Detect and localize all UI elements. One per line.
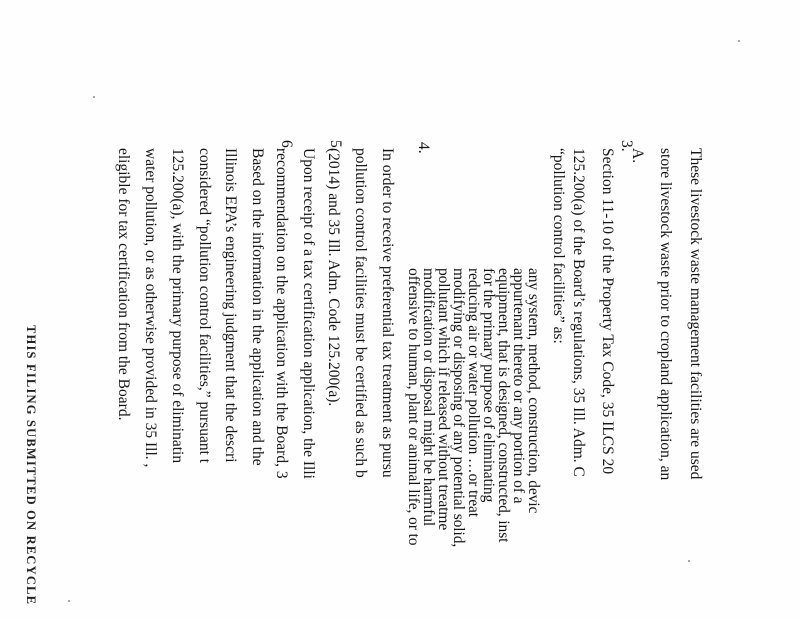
item-6-line-6: eligible for tax certification from the Board. — [115, 148, 132, 421]
intro-line-2: store livestock waste prior to cropland application, an — [657, 148, 674, 481]
item-4-line-3: (2014) and 35 Ill. Adm. Code 125.200(a). — [325, 148, 342, 407]
scan-speck — [69, 600, 71, 602]
quote-line-3: equipment, that is designed, constructed, inst — [495, 268, 512, 543]
item-3-line-2: 125.200(a) of the Board’s regulations, 35 Ill. Adm. C — [570, 148, 587, 477]
item-4-line-1: In order to receive preferential tax treatment as pursu — [379, 148, 396, 478]
intro-line-1: These livestock waste management facilities are used — [687, 148, 704, 480]
quote-line-1: any system, method, construction, devic — [525, 268, 542, 514]
filing-footer-stamp: THIS FILING SUBMITTED ON RECYCLE — [24, 325, 38, 606]
item-4-number: 4. — [415, 142, 432, 154]
quote-line-6: modifying or disposing of any potential solid, — [450, 268, 467, 548]
item-3-line-3: “pollution control facilities” as: — [550, 148, 567, 344]
quote-line-2: appurtenant thereto or any portion of a — [510, 268, 527, 504]
quote-line-7: pollutant which if released without treatme — [435, 268, 452, 531]
quote-line-5: reducing air or water pollution …or treat — [465, 268, 482, 517]
scan-speck — [689, 560, 691, 562]
section-a-heading: A. — [629, 148, 646, 164]
item-3-number: 3. — [618, 140, 635, 152]
scan-speck — [94, 96, 96, 98]
item-6-line-2: Illinois EPA’s engineering judgment that the descri — [222, 148, 239, 463]
quote-line-4: for the primary purpose of eliminating — [480, 268, 497, 503]
item-6-line-5: water pollution, or as otherwise provided in 35 Ill. , — [142, 148, 159, 468]
item-6-line-4: 125.200(a), with the primary purpose of eliminatin — [169, 148, 186, 464]
item-6-line-1: Based on the information in the application and the — [249, 148, 266, 466]
item-5-line-1: Upon receipt of a tax certification application, the Illi — [300, 148, 317, 479]
item-6-line-3: considered “pollution control facilities,” pursuant t — [196, 148, 213, 464]
scan-speck — [739, 40, 741, 42]
item-5-line-2: recommendation on the application with the Board, 3 — [273, 148, 290, 479]
item-5-number: 5. — [327, 140, 344, 152]
item-4-line-2: pollution control facilities must be certified as such b — [352, 148, 369, 478]
item-3-line-1: Section 11-10 of the Property Tax Code, 35 ILCS 20 — [599, 148, 616, 475]
item-6-number: 6. — [278, 140, 295, 152]
quote-line-8: modification or disposal might be harmful — [420, 268, 437, 527]
quote-line-9: offensive to human, plant or animal life, or to — [405, 268, 422, 546]
